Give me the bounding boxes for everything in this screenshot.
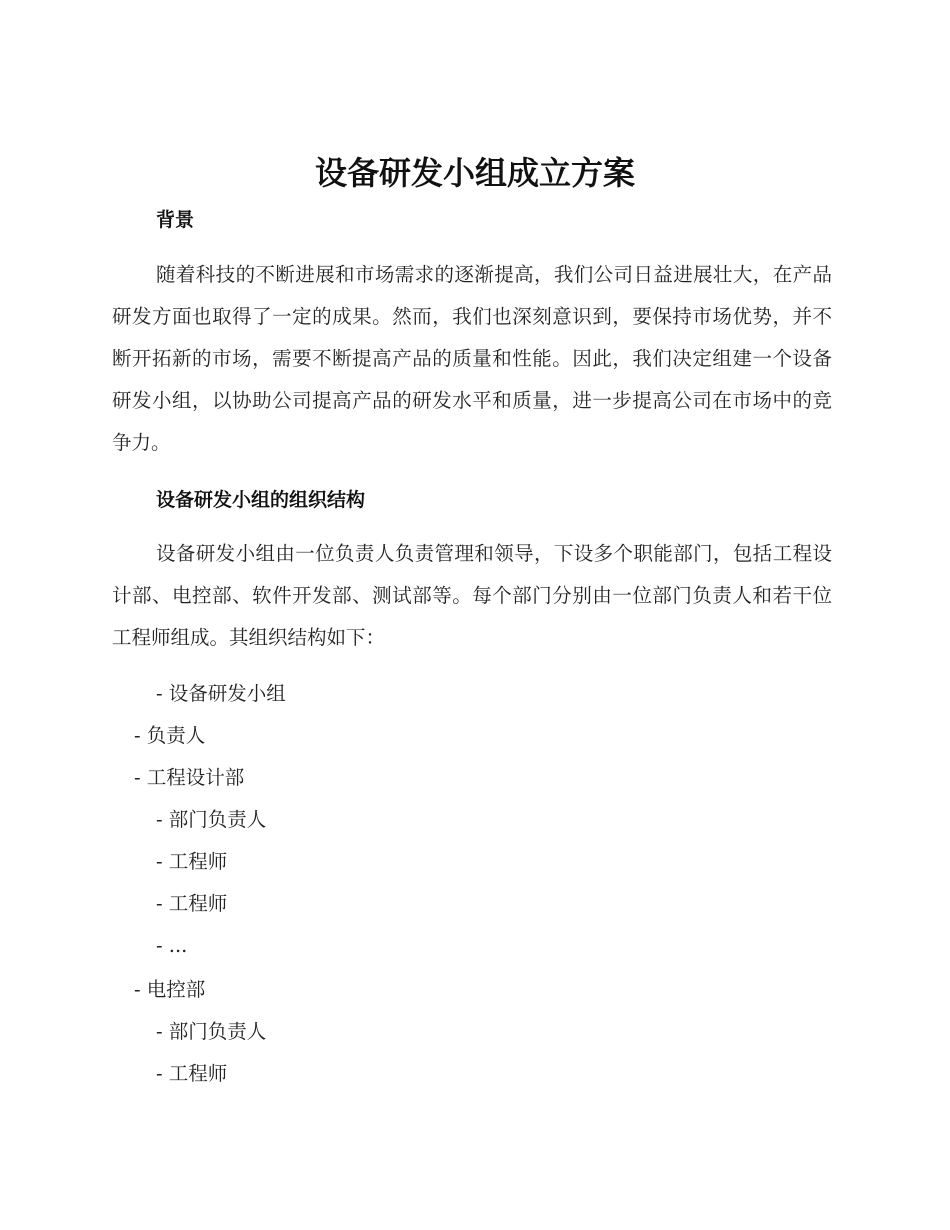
org-tree-item: - 工程师 — [156, 1062, 228, 1085]
org-tree-item: - 电控部 — [134, 978, 206, 1001]
org-tree-item: - 设备研发小组 — [156, 682, 286, 705]
org-tree-item: - 工程师 — [156, 850, 228, 873]
org-tree-item: - 工程师 — [156, 892, 228, 915]
org-tree-item: - 负责人 — [134, 724, 206, 747]
document-title: 设备研发小组成立方案 — [314, 154, 635, 192]
section-heading-background: 背景 — [156, 209, 195, 231]
section-heading-org-structure: 设备研发小组的组织结构 — [156, 489, 366, 511]
org-structure-paragraph: 设备研发小组由一位负责人负责管理和领导，下设多个职能部门，包括工程设计部、电控部、软件开发部、测试部等。每个部门分别由一位部门负责人和若干位工程师组成。其组织结构如下： — [112, 542, 832, 649]
org-tree-item: - 工程设计部 — [134, 766, 245, 789]
org-tree-item: - 部门负责人 — [156, 1020, 267, 1043]
org-tree-item: - 部门负责人 — [156, 808, 267, 831]
background-paragraph: 随着科技的不断进展和市场需求的逐渐提高，我们公司日益进展壮大，在产品研发方面也取得了一定的成果。然而，我们也深刻意识到，要保持市场优势，并不断开拓新的市场，需要不断提高产品的质量和性能。因此，我们决定组建一个设备研发小组，以协助公司提高产品的研发水平和质量，进一步提高公司在市场中的竞争力。 — [112, 263, 832, 454]
org-tree-item: - ... — [156, 934, 188, 957]
